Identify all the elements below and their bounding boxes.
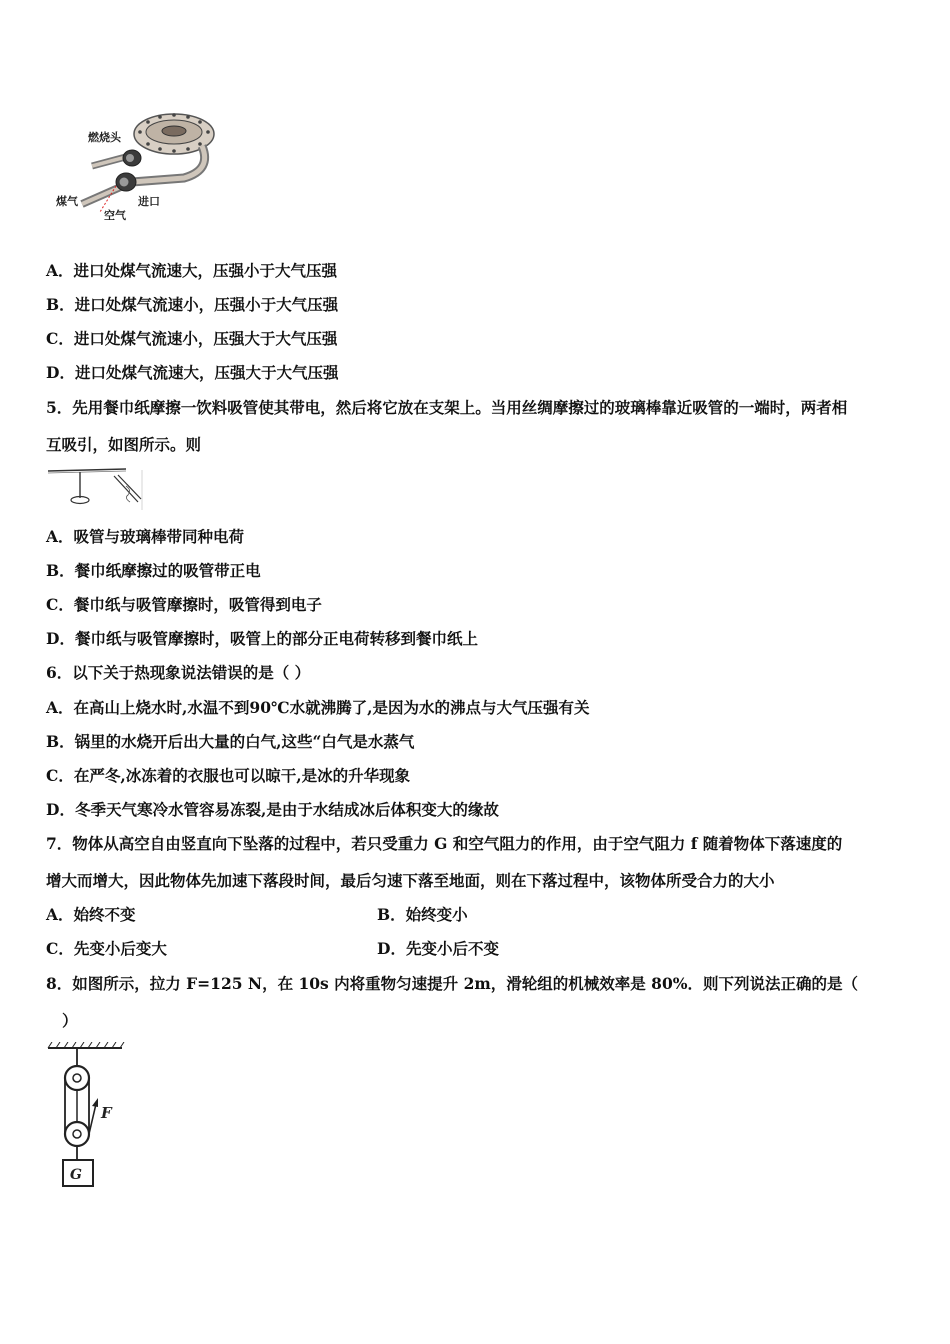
weight-g-label: G (70, 1167, 82, 1183)
q5-option-b: B．餐巾纸摩擦过的吸管带正电 (46, 561, 261, 580)
q6-option-d: D．冬季天气寒冷水管容易冻裂,是由于水结成冰后体积变大的缘故 (46, 800, 499, 819)
q6-stem: 6．以下关于热现象说法错误的是（ ） (46, 663, 311, 682)
air-label: 空气 (104, 209, 126, 222)
q7-stem-line1: 7．物体从高空自由竖直向下坠落的过程中，若只受重力 G 和空气阻力的作用，由于空气阻力 f 随着物体下落速度的 (46, 834, 843, 853)
q5-option-d: D．餐巾纸与吸管摩擦时，吸管上的部分正电荷转移到餐巾纸上 (46, 629, 478, 648)
q7-option-c: C．先变小后变大 (46, 939, 167, 958)
q6-option-c: C．在严冬,冰冻着的衣服也可以晾干,是冰的升华现象 (46, 766, 411, 785)
q6-option-a: A．在高山上烧水时,水温不到90℃水就沸腾了,是因为水的沸点与大气压强有关 (46, 698, 590, 717)
q4-option-c: C．进口处煤气流速小，压强大于大气压强 (46, 329, 338, 348)
q7-option-b: B．始终变小 (377, 905, 468, 924)
pulley-system-figure (46, 1042, 128, 1192)
q6-option-b: B．锅里的水烧开后出大量的白气,这些“白气是水蒸气 (46, 732, 415, 751)
q4-option-b: B．进口处煤气流速小，压强小于大气压强 (46, 295, 339, 314)
gas-burner-figure (52, 108, 222, 226)
q5-option-c: C．餐巾纸与吸管摩擦时，吸管得到电子 (46, 595, 322, 614)
straw-on-stand-figure (46, 464, 144, 514)
gas-label: 煤气 (56, 195, 78, 208)
q7-option-a: A．始终不变 (46, 905, 136, 924)
q4-option-d: D．进口处煤气流速大，压强大于大气压强 (46, 363, 339, 382)
burner-head-label: 燃烧头 (88, 131, 121, 144)
q5-option-a: A．吸管与玻璃棒带同种电荷 (46, 527, 245, 546)
q5-stem-line2: 互吸引，如图所示。则 (46, 435, 202, 454)
q8-stem-line1: 8．如图所示，拉力 F=125 N，在 10s 内将重物匀速提升 2m，滑轮组的机械效率是 80%．则下列说法正确的是（ (46, 974, 858, 993)
q7-option-d: D．先变小后不变 (377, 939, 499, 958)
q4-option-a: A．进口处煤气流速大，压强小于大气压强 (46, 261, 338, 280)
inlet-label: 进口 (138, 195, 160, 208)
force-f-label: F (101, 1104, 112, 1122)
q7-stem-line2: 增大而增大，因此物体先加速下落段时间，最后匀速下落至地面，则在下落过程中，该物体所受合力的大小 (46, 871, 775, 890)
q5-stem-line1: 5．先用餐巾纸摩擦一饮料吸管使其带电，然后将它放在支架上。当用丝绸摩擦过的玻璃棒靠近吸管的一端时，两者相 (46, 398, 848, 417)
q8-stem-line2: ） (62, 1011, 78, 1030)
